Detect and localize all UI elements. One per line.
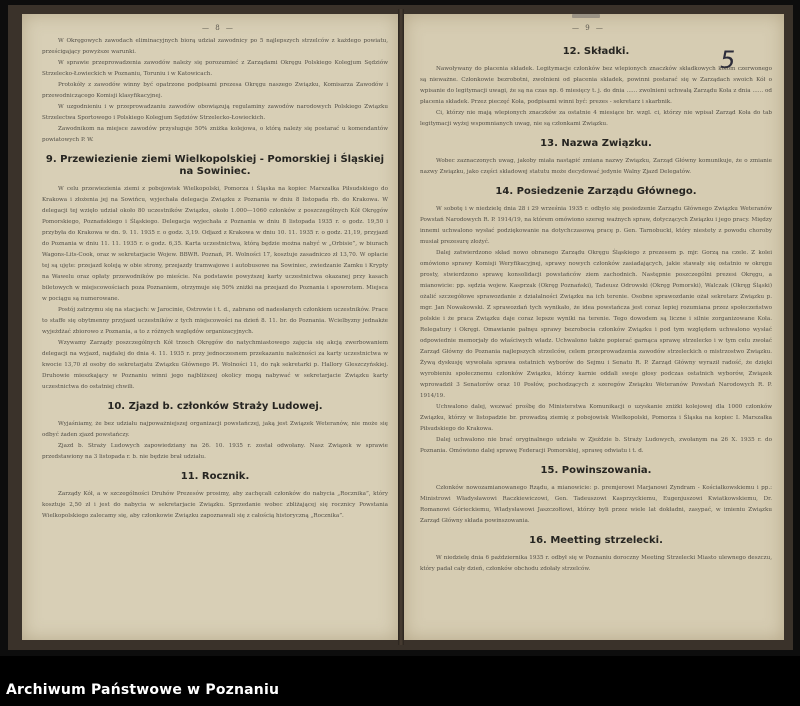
- section-heading: 11. Rocznik.: [180, 471, 250, 482]
- section-heading: 10. Zjazd b. członków Straży Ludowej.: [107, 401, 323, 412]
- paragraph: Wzywamy Zarządy poszczególnych Kół trzech Okręgów do natychmiastowego zajęcia się akcją zwerbowaniem delegacji na wyjazd, najdalej do dnia 4. 11. 1935 r. przy jednoczesnem przekazaniu należności za karty uczestnictwa w kwocie 13,70 zł osoby do sekretarjatu Związku Głównego Pl. Wolności 11, do rąk sekretarki p. Hallory Gleszczyńskiej. Druhowie mieszkający w Poznaniu winni jego najbliższej okolicy mogą nabywać w sekretarjacie Związku karty uczestnictwa do ostatniej chwili.: [42, 340, 388, 390]
- section-heading: 14. Posiedzenie Zarządu Głównego.: [495, 186, 697, 197]
- paragraph: Protokóły z zawodów winny być opatrzone podpisami prezesa Okręgu naszego Związku, Komisarza Zawodów i przewodniczącego Komisji klasyfikacyjnej.: [42, 82, 388, 99]
- paragraph: Nawoływany do płacenia składek. Legitymacje członków bez wlepionych znaczków składkowych kolom czerwonego są nieważne. Członkowie bezrobotni, zwolnieni od płacenia składek, powinni postarać się w Zarządach swoich Kół o wpisanie do legitymacji uwagi, że są na czas np. 6 miesięcy t. j. do dnia ...... zwolnieni uchwałą Zarządu Koła z dnia ...... od płacenia składek. Przez pieczęć Koła, podpisami winni być: prezes - sekretarz i skarbnik.: [420, 66, 772, 105]
- document-scan: [8, 5, 793, 650]
- paragraph: Wobec zaznaczonych uwag, jakoby miała nastąpić zmiana nazwy Związku, Zarząd Główny komunikuje, że o zmianie nazwy Związku, jako części składowej statutu może decydować jedynie Walny Zjazd Delegatów.: [420, 158, 772, 175]
- paragraph: W Okręgowych zawodach eliminacyjnych biorą udział zawodnicy po 5 najlepszych strzelców z każdego powiatu, prześcigający powyższe warunki.: [42, 38, 388, 55]
- paragraph: Zawodnikom na miejsce zawodów przysługuje 50% zniżka kolejowa, o którą należy się postarać u komendantów powiatowych P. W.: [42, 126, 388, 143]
- paragraph: Dalej uchwalono nie brać oryginalnego udziału w Zjeździe b. Straży Ludowych, zwołanym na 26 X. 1935 r. do Poznania. Omówiono dalej sprawę Federacji Pomorskiej, sprawę odwiatu i t. d.: [420, 437, 772, 454]
- paragraph: Uchwalono dalej, wezwać prośbę do Ministerstwa Komunikacji o uzyskanie zniżki kolejowej dla 1000 członków Związku, którzy w listopadzie br. prowadzą ziemię z pobojowisk Wielkopolski, Pomorza i Śląska na kopiec I. Marszałka Piłsudskiego do Krakowa.: [420, 404, 772, 432]
- text-column: [42, 36, 388, 522]
- section-heading: 12. Składki.: [562, 46, 630, 57]
- page-number: — 8 —: [202, 24, 235, 32]
- paragraph: Zjazd b. Straży Ludowych zapowiedziany na 26. 10. 1935 r. został odwołany. Nasz Związek w sprawie przedstawiony na 3 listopada r. b. nie będzie brał udziału.: [42, 443, 388, 460]
- paragraph: W niedzielę dnia 6 października 1935 r. odbył się w Poznaniu doroczny Meeting Strzelecki Miasto ulewnego deszczu, który padał cały dzień, członków obchodu zdołały strzelców.: [420, 555, 772, 572]
- section-heading: 16. Meetting strzelecki.: [529, 535, 663, 546]
- handwritten-page-number: 5: [720, 46, 736, 74]
- paragraph: Zarządy Kół, a w szczególności Druhów Prezesów prosimy, aby zachęcali członków do nabycia „Rocznika”, który kosztuje 2,50 zł i jest do nabycia w sekretarjacie Związku. Sprzedanie wobec zbliżającej się rocznicy Powstania Wielkopolskiego zalecamy się, aby członkowie Związku zapoznawali się z całością historyczną „Rocznika”.: [42, 491, 388, 519]
- binding-clip: [572, 14, 600, 18]
- page-right: [404, 14, 784, 640]
- section-heading: 9. Przewiezienie ziemi Wielkopolskiej - Pomorskiej i Śląskiej na Sowiniec.: [45, 154, 385, 177]
- paragraph: Postój zatrzymu się na stacjach: w Jarocinie, Ostrowie i t. d., zabrano od nadesłanych członkiem uczestników. Prace to staffe się obytmenny przyjazd uczestników z tych miejscowości na dzień 8. 11. br. do Poznania. Wcielbyzny jednakże wyjeżdżać zbiorowo z Poznania, a to z różnych względów organizacyjnych.: [42, 307, 388, 335]
- paragraph: Ci, którzy nie mają wlepionych znaczków za ostatnie 4 miesiące br. wzgl. ci, którzy nie wpisał Zarząd Koła do tab legitymacji wyżej wspomnianych uwag, nie są członkami Związku.: [420, 110, 772, 127]
- page-left: [22, 14, 398, 640]
- paragraph: W sobotę i w niedzielę dnia 28 i 29 września 1935 r. odbyło się posiedzenie Zarządu Głównego Związku Weteranów Powstań Narodowych R. P. 1914/19, na którem omówiono szereg ważnych spraw, dotyczących Związku i jego pracy. Między innemi uchwalono wysłać podziękowanie na dotychczasową pracę p. Gen. Tarnobucki, który niestety z powodu choroby musiał prezesurę złożyć.: [420, 206, 772, 245]
- section-heading: 15. Powinszowania.: [540, 465, 652, 476]
- paragraph: W uzgodnieniu i w przeprowadzaniu zawodów obowiązują regulaminy zawodów narodowych Polskiego Związku Strzelectwa Sportowego i Polskiego Kolegjum Sędziów Strzelecko-Łowieckich.: [42, 104, 388, 121]
- paragraph: W sprawie przeprowadzenia zawodów należy się porozumieć z Zarządami Okręgu Polskiego Kolegjum Sędziów Strzelecko-Łowieckich w Poznaniu, Toruniu i w Katowicach.: [42, 60, 388, 77]
- paragraph: Członków nowozamianowanego Rządu, a mianowicie: p. premjerowi Marjanowi Zyndram - Kościałkowskiemu i pp.: Ministrowi Władysławowi Raczkiewiczowi, Gen. Tadeuszowi Kasprzyckiemu, Eugenjuszowi Kwiatkowskiemu, Dr. Romanowi Górieckiemu, Władysławowi Jaszczołtowi, którzy byli przez wiele lat dokładni, zasypać, w imieniu Związku Zarząd Główny składa powinszowania.: [420, 485, 772, 524]
- caption-bar: [0, 656, 800, 706]
- archive-caption: Archiwum Państwowe w Poznaniu: [6, 682, 280, 698]
- section-heading: 13. Nazwa Związku.: [540, 138, 652, 149]
- text-column: [420, 38, 772, 575]
- paragraph: Dalej zatwierdzono skład nowo obranego Zarządu Okręgu Śląskiego z prezesem p. mjr. Gorzą na czele. Z kolei omówiono sprawy Komisji Weryfikacyjnej, sprawy nowych członków zasiadających, jakie stawały się ostatnio w okręgu prosty, stwierdzono sprawę konsolidacji powstańców ziem zachodnich. Następnie poszczególni prezesi Okręgu, a mianowicie: pp. sędzia wojew. Kasprzak (Okręg Poznański), Tadeusz Odrowski (Okręg Pomorski), Walczak (Okręg Śląski) ożalić szczegółowe sprawozdanie z działalności Związku na ich terenie. Osobne sprawozdanie ożał sekretarz Związku p. mgr. Jan Nowakowski. Z sprawozdań tych wynikało, że idea powstańcza jest coraz lepiej rozumiana przez społeczeństwo polskie i że praca Związku daje coraz lepsze wyniki na terenie. Tego dowodem są liczne i silnie zorganizowane Koła. Relegatury i Okręgi. Omawianie pałnęu sprawy bezrobocia członków Związku i pod tym względem uchwalono wysłać odpowiednie memorjały do właściwych władz. Uchwalono także popierać garnąca sprawę strzelecko i w tym celu zwołać Zarząd Główny do Poznania najlepszych strzelców, celem przeprowadzenia zawodów strzeleckich o mistrzostwo Związku. Żywą dyskusję wywołała sprawa ostatnich wyborów do Sejmu i Senatu R. P. Zarząd Główny wyraził radość, że dzięki wyrobieniu społecznemu członków Związku, którzy karnie oddali swoje głosy podczas ostatnich wyborów, Związek wprowadził 3 Senatorów oraz 10 Posłów, pochodzących z szeregów Związku Weteranów Powstań Narodowych R. P. 1914/19.: [420, 250, 772, 399]
- page-number: — 9 —: [572, 24, 605, 32]
- paragraph: W celu przewiezienia ziemi z pobojowisk Wielkopolski, Pomorza i Śląska na kopiec Marszałka Piłsudskiego do Krakowa i złożenia jej na Sowińcu, wyjechała delegacja Związku z Poznania w dniu 8 listopada rb. do Krakowa. W delegacji tej wzięło udział około 80 uczestników Związku, około 1.000—1060 członków z poszczególnych Kół Okręgów Pomorskiego, Poznańskiego i Śląskiego. Delegacja wyjechała z Poznania w dniu 8 listopada 1935 r. o godz. 19,50 i przybyła do Krakowa w dn. 9. 11. 1935 r. o godz. 3,19. Odjazd z Krakowa w dniu 10. 11. 1935 r. o godz. 21,19, przyjazd do Poznania w dniu 11. 11. 1935 r. o godz. 6,35. Karta uczestnictwa, którą będzie można nabyć w „Orbisie”, w biurach Wagons-Lits-Cook, oraz w sekretarjacie Wojew. BBWR. Poznań, Pl. Wolności 17, kosztuje zasadniczo zł 13,70. W opłacie tej są ujęte: przejazd koleją w obie strony, przejazdy tramwajowe i autobusowe na Sowiniec, zwiedzanie Zamku i Krypty na Wawelu oraz opłaty przewodników po mieście. Na podstawie powyższej karty uczestnictwa okazanej przy kasach biletowych w miejscowościach poza Poznaniem, otrzymuje się 50% zniżki na przejazd do Poznania i spowrotem. Miejsca w pociągu są numerowane.: [42, 186, 388, 302]
- paragraph: Wyjaśniamy, że bez udziału najpoważniejszej organizacji powstańczej, jaką jest Związek Weteranów, nie może się odbyć żaden zjazd powstańczy.: [42, 421, 388, 438]
